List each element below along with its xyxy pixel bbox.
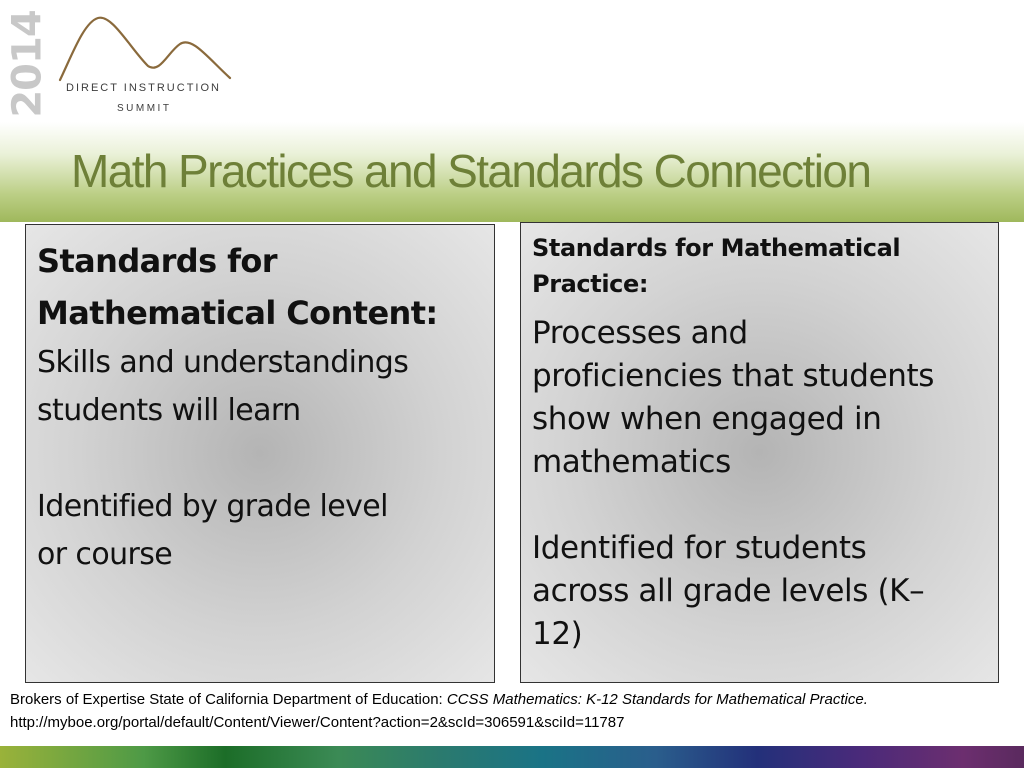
left-spacer [37,435,488,483]
left-text-line4: or course [37,537,173,572]
right-text-line2: proficiencies that students [532,358,935,394]
right-spacer-top [532,302,988,312]
right-text-line6: across all grade levels (K– [532,573,925,609]
citation [10,688,1015,734]
left-text-line1: Skills and understandings [37,345,409,380]
left-heading-line2: Mathematical Content: [37,294,438,332]
right-text-line4: mathematics [532,444,731,480]
practice-standards-box [520,222,999,683]
citation-url[interactable]: http://myboe.org/portal/default/Content/Viewer/Content?action=2&scId=306591&sciId=11787 [10,714,625,731]
left-heading-line1: Standards for [37,242,277,280]
logo-line2: SUMMIT [117,103,172,114]
bottom-color-bar [0,746,1024,768]
left-text-line3: Identified by grade level [37,489,388,524]
citation-title: CCSS Mathematics: K-12 Standards for Mathematical Practice. [446,691,868,708]
summit-logo [0,0,260,122]
logo-line1: DIRECT INSTRUCTION [66,82,221,94]
right-text-line1: Processes and [532,315,748,351]
right-spacer [532,484,988,527]
slide-title: Math Practices and Standards Connection [71,145,871,197]
logo-year-text: 2014 [5,10,52,118]
right-text-line7: 12) [532,616,583,652]
mountain-curve-path [60,18,230,80]
right-text-line5: Identified for students [532,530,867,566]
left-text-line2: students will learn [37,393,301,428]
right-heading-line1: Standards for Mathematical [532,234,901,262]
right-text-line3: show when engaged in [532,401,882,437]
content-standards-box [25,224,495,683]
right-heading-line2: Practice: [532,270,649,298]
citation-prefix: Brokers of Expertise State of California Department of Education: [10,691,447,708]
